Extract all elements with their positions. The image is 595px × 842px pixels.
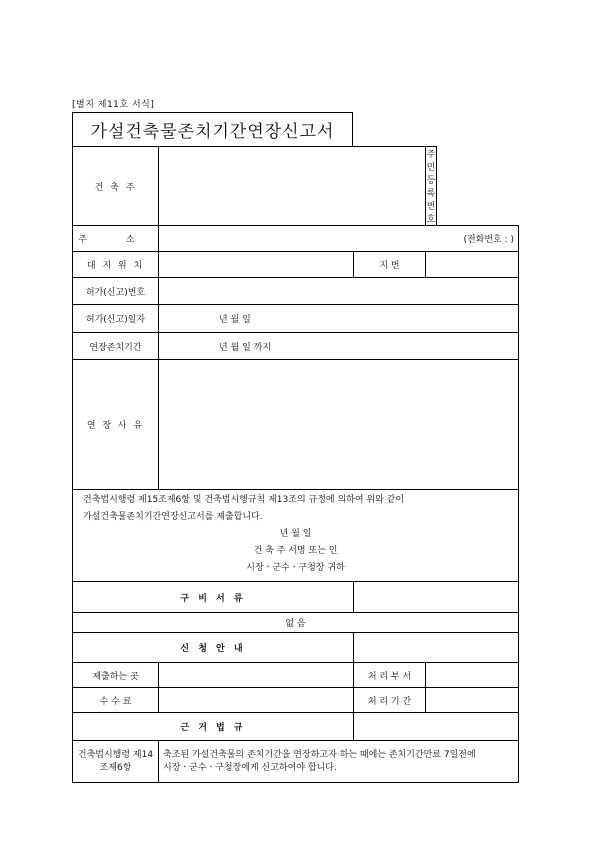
- legal-basis: 건축법시행령 제14조제6항: [73, 741, 159, 783]
- reason-label: 연 장 사 유: [73, 360, 159, 490]
- declaration-line-1: 건축법시행령 제15조제6항 및 건축법시행규칙 제13조의 규정에 의하여 위와 같이: [83, 495, 405, 505]
- permit-date-field[interactable]: [159, 305, 519, 333]
- legal-text-line-2: 시장ㆍ군수ㆍ구청장에게 신고하여야 합니다.: [163, 762, 337, 773]
- legal-text: [159, 741, 519, 783]
- form-number-label: [별지 제11호 서식]: [72, 100, 155, 110]
- declaration-date: 년 월 일: [279, 529, 312, 539]
- reason-field[interactable]: [159, 360, 519, 490]
- legal-header-blank: [354, 713, 519, 741]
- phone-note: (전화번호 : ): [463, 235, 514, 245]
- legal-header: 근 거 법 규: [73, 713, 354, 741]
- period-label: 처 리 기 간: [354, 688, 426, 713]
- documents-header: 구 비 서 류: [73, 582, 354, 613]
- guide-header-row: [73, 633, 519, 663]
- owner-field[interactable]: [159, 147, 426, 226]
- owner-label: 건 축 주: [73, 147, 159, 226]
- declaration-row: [73, 490, 519, 582]
- form-title: 가설건축물존치기간연장신고서: [72, 112, 353, 146]
- declaration-recipient: 시장ㆍ군수ㆍ구청장 귀하: [246, 563, 345, 573]
- lot-field[interactable]: [426, 252, 519, 278]
- owner-row: [73, 147, 519, 226]
- extension-row: [73, 333, 519, 360]
- fee-label: 수 수 료: [73, 688, 159, 713]
- fee-value: [159, 688, 354, 713]
- permit-no-row: [73, 278, 519, 305]
- guide-header-blank: [354, 633, 519, 663]
- period-value: [426, 688, 519, 713]
- address-label: 주 소: [73, 226, 159, 252]
- rrn-label: 주민등록번호: [426, 150, 436, 225]
- site-field[interactable]: [159, 252, 354, 278]
- permit-date-row: [73, 305, 519, 333]
- address-field[interactable]: [159, 226, 519, 252]
- documents-value: 없 음: [73, 613, 519, 633]
- guide-row-2: [73, 688, 519, 713]
- extension-date-text: 년 월 일 까지: [219, 342, 272, 353]
- dept-label: 처 리 부 서: [354, 663, 426, 688]
- submit-place-value: [159, 663, 354, 688]
- extension-field[interactable]: [159, 333, 519, 360]
- permit-no-label: 허가(신고)번호: [73, 278, 159, 305]
- permit-date-label: 허가(신고)일자: [73, 305, 159, 333]
- permit-date-text: 년 월 일: [219, 315, 251, 325]
- legal-header-row: [73, 713, 519, 741]
- dept-value: [426, 663, 519, 688]
- documents-value-row: [73, 613, 519, 633]
- permit-no-field[interactable]: [159, 278, 519, 305]
- documents-header-row: [73, 582, 519, 613]
- legal-text-line-1: 축조된 가설건축물의 존치기간을 연장하고자 하는 때에는 존치기간만료 7일전에: [163, 749, 476, 760]
- guide-row-1: [73, 663, 519, 688]
- guide-header: 신 청 안 내: [73, 633, 354, 663]
- declaration-block: [73, 490, 519, 582]
- submit-place-label: 제출하는 곳: [73, 663, 159, 688]
- lot-label: 지 번: [354, 252, 426, 278]
- reason-row: [73, 360, 519, 490]
- address-row: [73, 226, 519, 252]
- extension-label: 연장존치기간: [73, 333, 159, 360]
- report-form-table: [72, 146, 519, 783]
- declaration-signer: 건 축 주 서명 또는 인: [253, 546, 338, 556]
- legal-row: [73, 741, 519, 783]
- declaration-line-2: 가설건축물존치기간연장신고서를 제출합니다.: [83, 512, 263, 522]
- rrn-label-cell: [426, 147, 437, 226]
- documents-header-blank: [354, 582, 519, 613]
- site-row: [73, 252, 519, 278]
- site-label: 대 지 위 치: [73, 252, 159, 278]
